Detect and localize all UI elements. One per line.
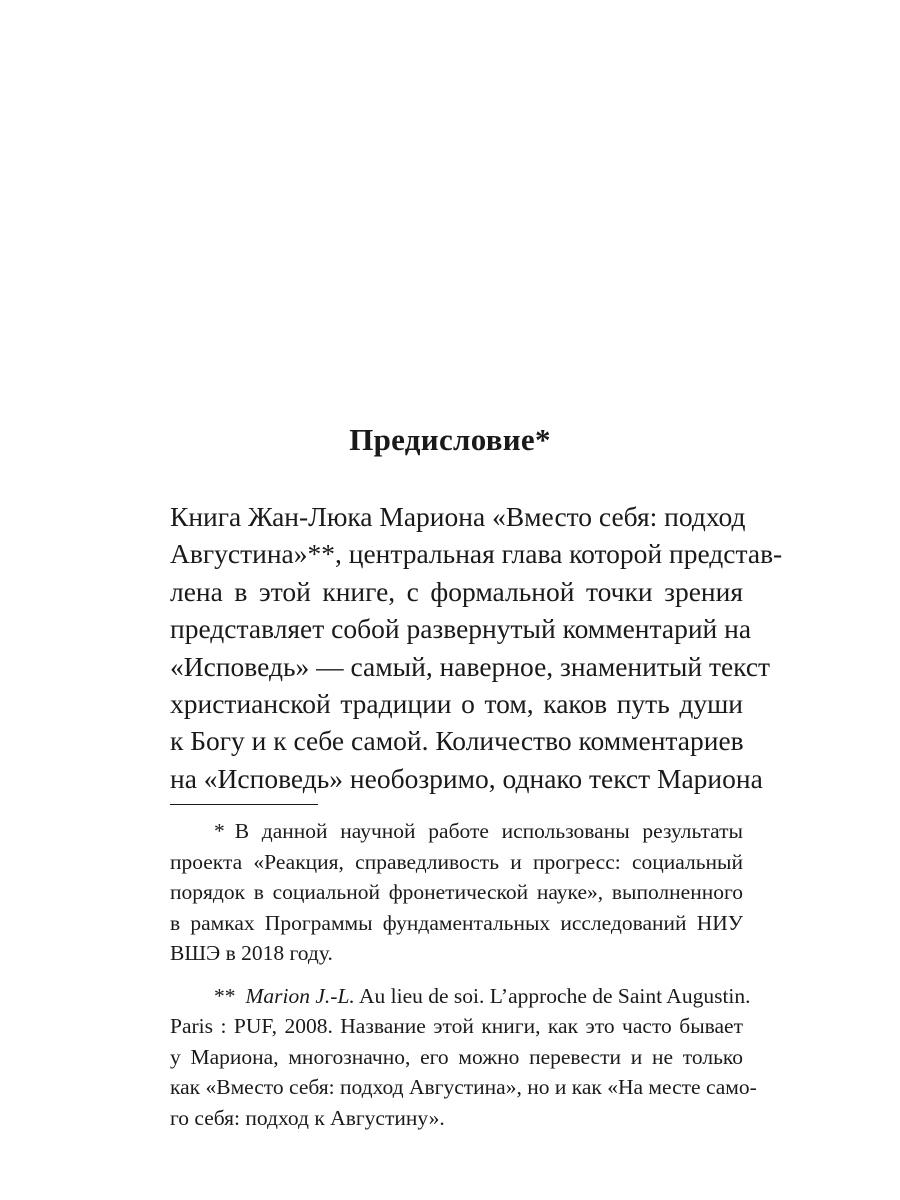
footnote-line: ВШЭ в 2018 году.	[170, 941, 333, 965]
body-line: лена в этой книге, с формальной точки зрения	[170, 575, 743, 607]
footnote-2	[170, 981, 757, 1134]
body-line: «Исповедь» — самый, наверное, знаменитый текст	[170, 650, 771, 682]
footnote-1	[170, 816, 743, 969]
body-line: Августина»**, центральная глава которой представ-	[170, 538, 783, 570]
body-line: представляет собой развернутый комментарий на	[170, 613, 752, 645]
footnote-mark: *	[214, 819, 225, 843]
footnote-line: го себя: подход к Августину».	[170, 1105, 445, 1130]
chapter-title: Предисловие*	[349, 422, 551, 457]
footnote-line: * В данной научной работе использованы результаты	[214, 819, 743, 843]
body-line: к Богу и к себе самой. Количество комментариев	[170, 725, 744, 757]
body-line: на «Исповедь» необозримо, однако текст Мариона	[170, 762, 763, 794]
footnote-line: порядок в социальной фронетической науке», выполненного	[170, 880, 743, 904]
body-line: христианской традиции о том, каков путь души	[170, 688, 743, 720]
body-line: Книга Жан-Люка Мариона «Вместо себя: подход	[170, 501, 746, 532]
footnote-mark: **	[214, 983, 236, 1008]
footnote-line: проекта «Реакция, справедливость и прогресс: социальный	[170, 849, 743, 874]
footnote-line: как «Вместо себя: подход Августина», но и как «На месте само-	[170, 1075, 757, 1099]
body-paragraph	[170, 498, 783, 797]
footnote-line: в рамках Программы фундаментальных исследований НИУ	[170, 910, 743, 935]
footnote-line: у Мариона, многозначно, его можно перевести и не только	[170, 1044, 743, 1069]
footnotes	[170, 816, 757, 1133]
footnote-line: Paris : PUF, 2008. Название этой книги, как это часто бывает	[170, 1014, 743, 1038]
footnote-separator	[170, 804, 318, 805]
footnote-author: Marion J.-L.	[245, 983, 355, 1008]
footnote-line: ** Marion J.-L. Au lieu de soi. L’approche de Saint Augustin.	[214, 983, 751, 1008]
